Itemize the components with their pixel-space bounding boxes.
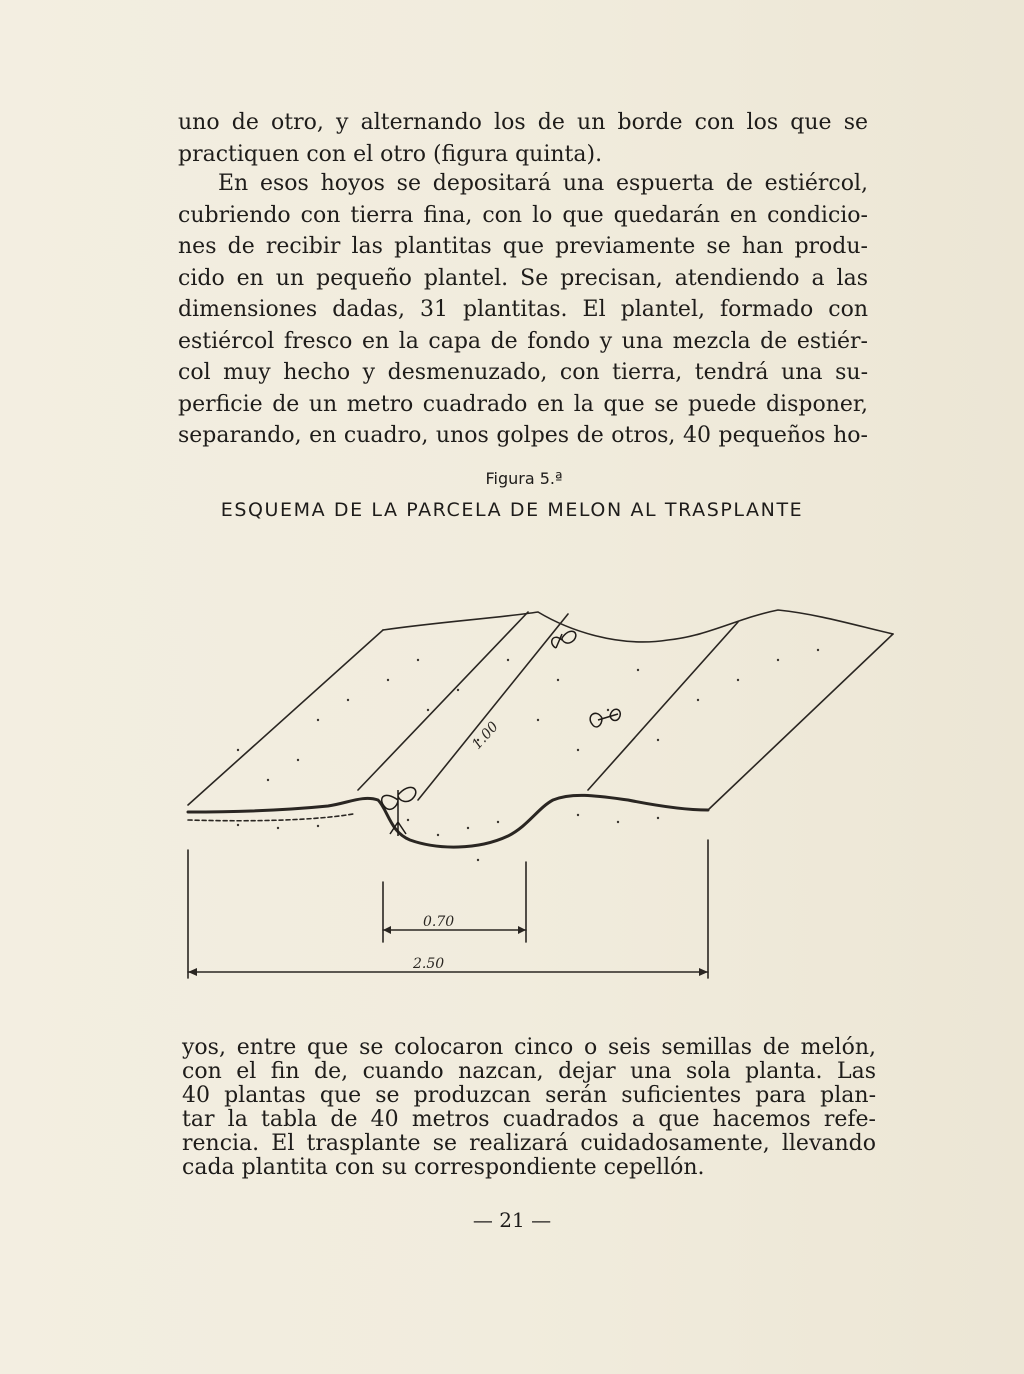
figure-label: Figura 5.ª [485, 469, 563, 488]
text-line: separando, en cuadro, unos golpes de otros, 40 pequeños ho- [178, 423, 868, 448]
text-line: dimensiones dadas, 31 plantitas. El plantel, formado con [178, 297, 868, 322]
right-slope-edge [708, 634, 893, 810]
text-line: nes de recibir las plantitas que previamente se han produ- [178, 234, 868, 259]
dim-ridge-label: 1.00 [469, 718, 502, 753]
text-line: En esos hoyos se depositará una espuerta de estiércol, [218, 171, 868, 196]
text-line: yos, entre que se colocaron cinco o seis semillas de melón, [182, 1035, 876, 1060]
text-line: practiquen con el otro (figura quinta). [178, 141, 603, 167]
center-furrow-edge [418, 614, 568, 800]
paragraph-top [178, 107, 868, 170]
dim-inner-label: 0.70 [423, 914, 455, 930]
text-line: tar la tabla de 40 metros cuadrados a que hacemos refe- [182, 1107, 876, 1132]
text-line: estiércol fresco en la capa de fondo y una mezcla de estiér- [178, 328, 868, 354]
melon-plants [382, 631, 621, 836]
left-slope-edge [188, 630, 383, 805]
figure-title: ESQUEMA DE LA PARCELA DE MELON AL TRASPLANTE [220, 499, 804, 521]
melon-plot-diagram [178, 600, 898, 990]
text-line: con el fin de, cuando nazcan, dejar una sola planta. Las [182, 1059, 876, 1084]
right-furrow-edge [588, 622, 738, 790]
dim-outer-label: 2.50 [413, 956, 445, 972]
plant-right [590, 709, 620, 727]
text-line: perficie de un metro cuadrado en la que se puede disponer, [178, 391, 868, 417]
text-line: 40 plantas que se produzcan serán suficientes para plan- [182, 1083, 876, 1108]
ridge-top-line [383, 610, 893, 642]
page-number: — 21 — [472, 1208, 552, 1232]
text-line: cada plantita con su correspondiente cepellón. [182, 1155, 705, 1180]
text-line: cubriendo con tierra fina, con lo que quedarán en condicio- [178, 202, 868, 228]
paragraph-middle [178, 168, 868, 452]
plant-top [552, 631, 576, 648]
text-line: uno de otro, y alternando los de un borde con los que se [178, 110, 868, 135]
soil-dots [237, 649, 819, 861]
text-line: cido en un pequeño plantel. Se precisan, atendiendo a las [178, 265, 868, 291]
text-line: rencia. El trasplante se realizará cuidadosamente, llevando [182, 1131, 876, 1156]
left-furrow-edge [358, 612, 528, 790]
front-underline [188, 814, 353, 821]
text-line: col muy hecho y desmenuzado, con tierra, tendrá una su- [178, 360, 868, 385]
paragraph-bottom [182, 1036, 876, 1180]
